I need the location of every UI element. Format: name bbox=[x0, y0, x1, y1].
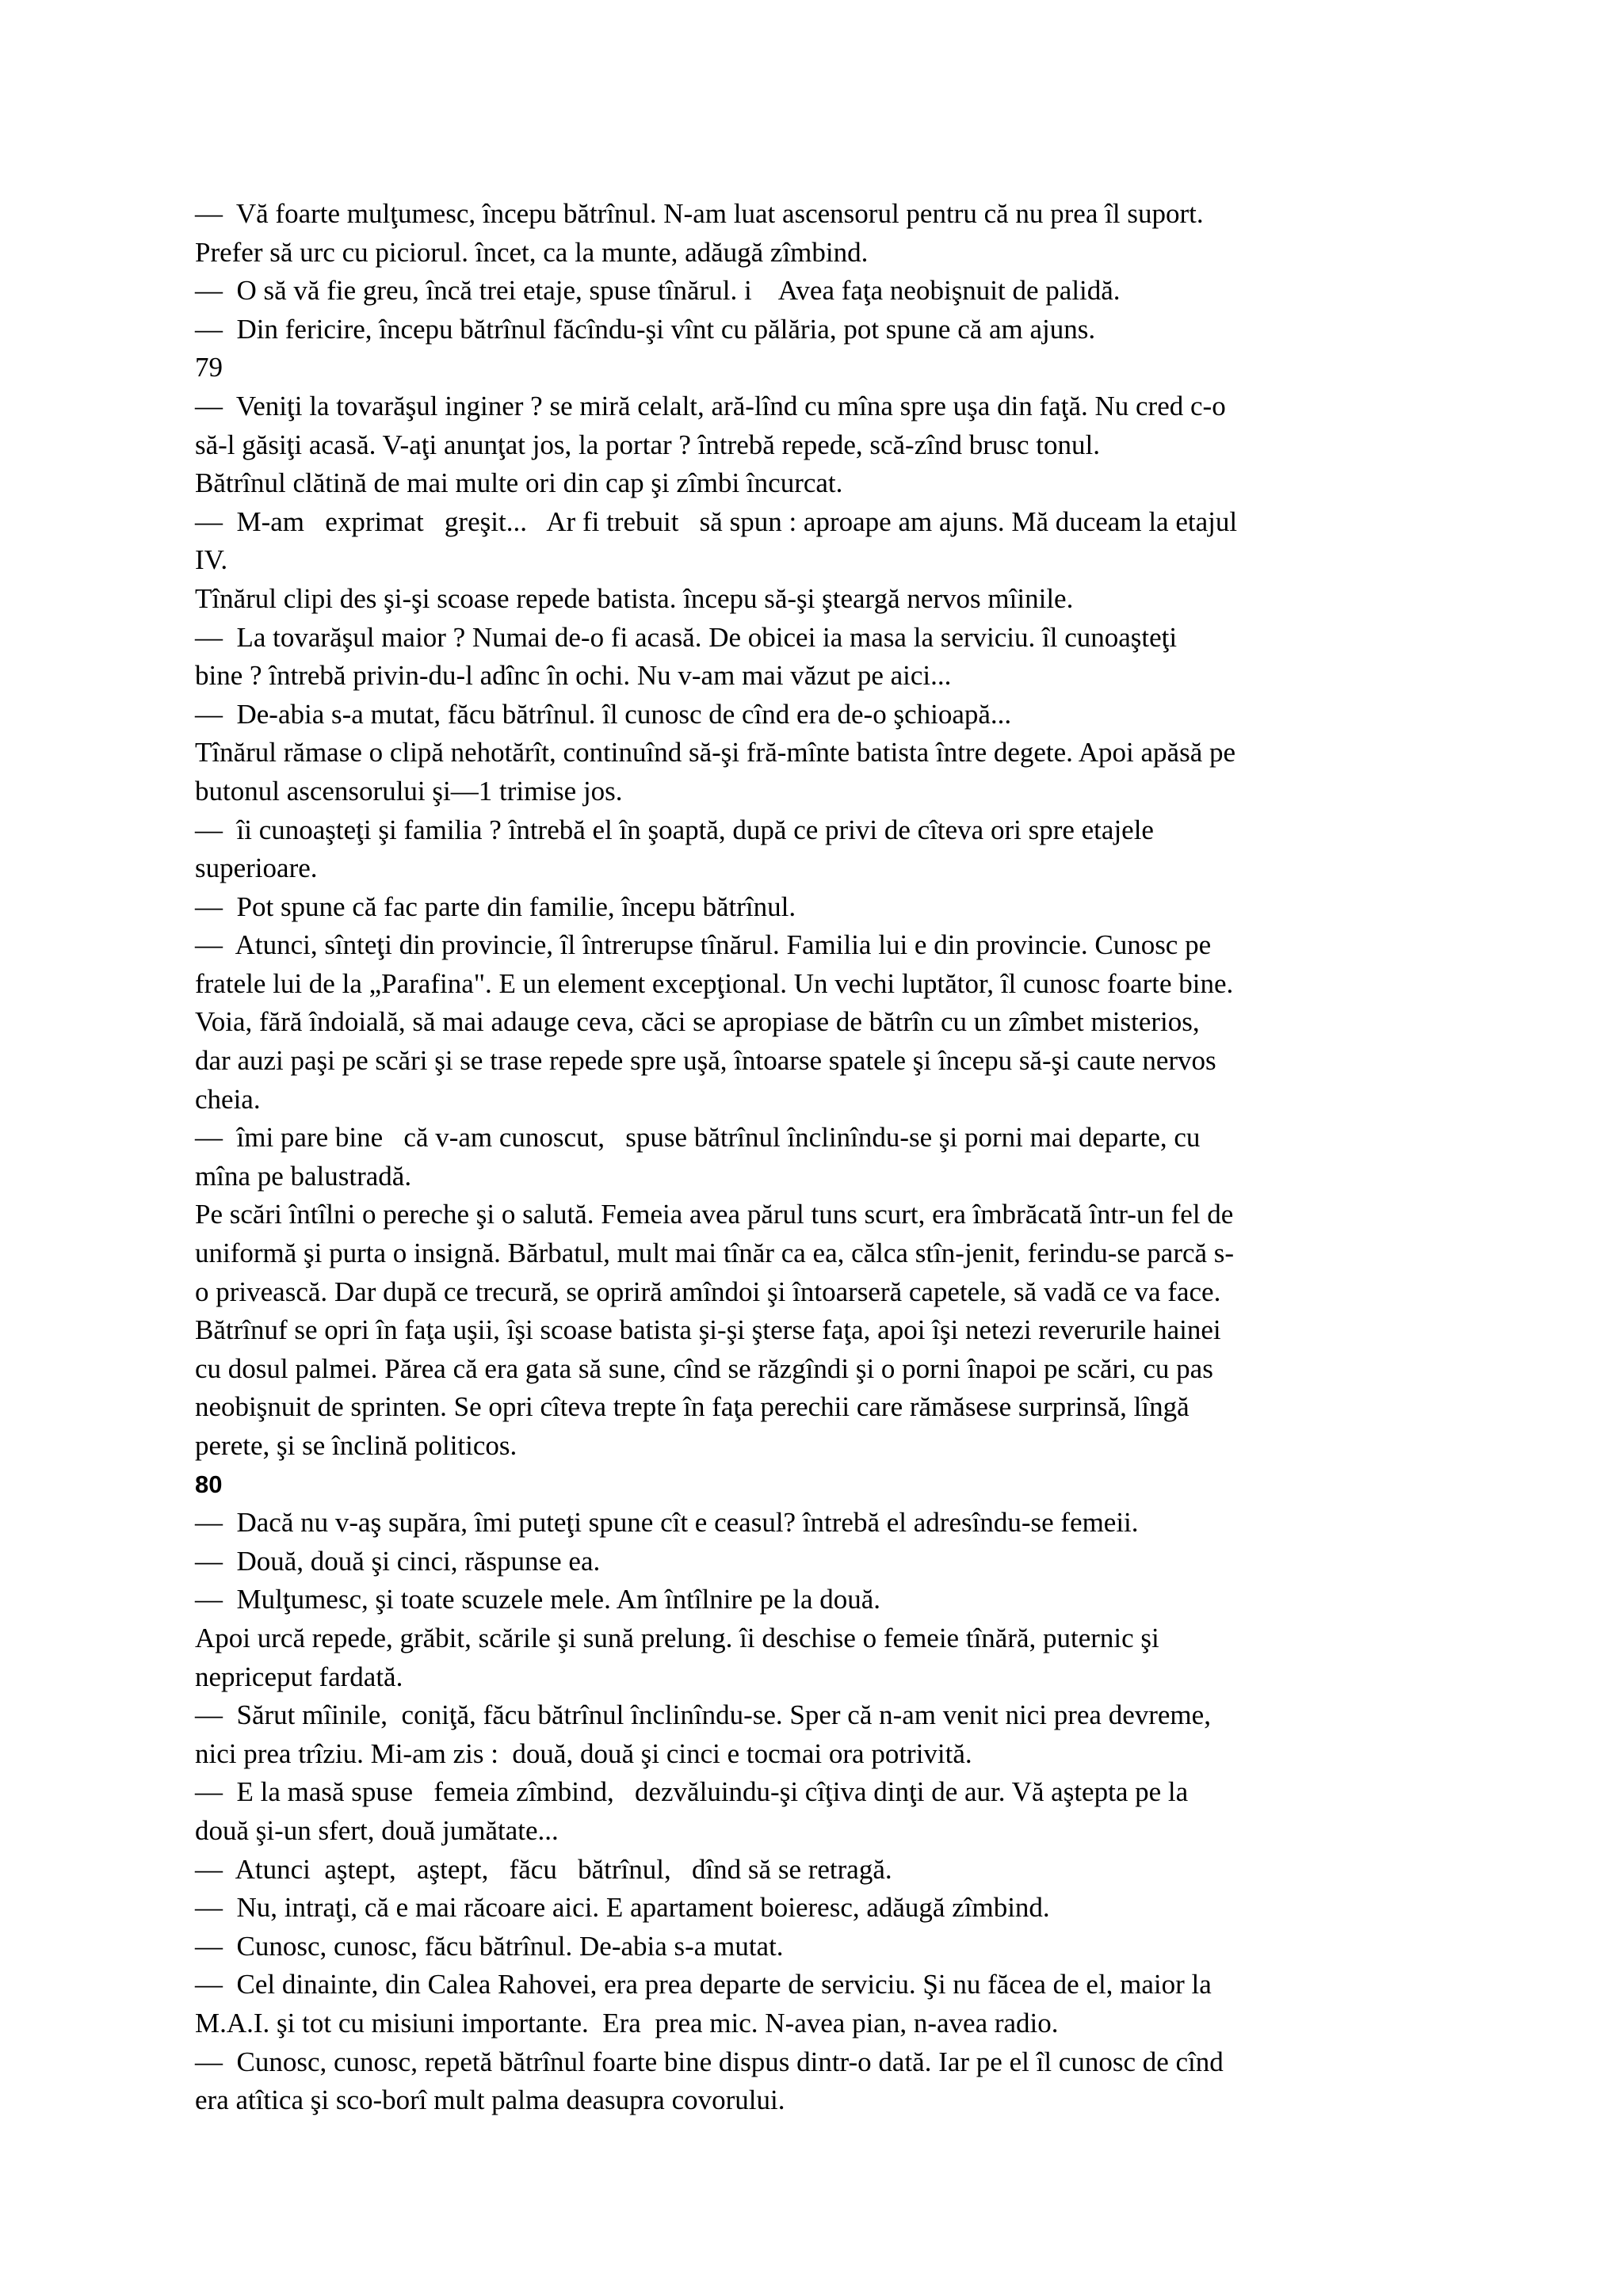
text-line: M.A.I. şi tot cu misiuni importante. Era prea mic. N-avea pian, n-avea radio. bbox=[195, 2007, 1059, 2039]
text-line: — Dacă nu v-aş supăra, îmi puteţi spune cît e ceasul? întrebă el adresîndu-se femeii. bbox=[195, 1507, 1139, 1539]
text-line: Voia, fără îndoială, să mai adauge ceva, căci se apropiase de bătrîn cu un zîmbet misterios, bbox=[195, 1006, 1200, 1038]
text-line: — Două, două şi cinci, răspunse ea. bbox=[195, 1545, 601, 1577]
text-line: Bătrînuf se opri în faţa uşii, îşi scoase batista şi-şi şterse faţa, apoi îşi netezi reverurile hainei bbox=[195, 1314, 1221, 1346]
text-line: două şi-un sfert, două jumătate... bbox=[195, 1814, 559, 1846]
text-line: Tînărul rămase o clipă nehotărît, continuînd să-şi fră-mînte batista între degete. Apoi apăsă pe bbox=[195, 737, 1236, 769]
text-line: — Vă foarte mulţumesc, începu bătrînul. N-am luat ascensorul pentru că nu prea îl suport. bbox=[195, 198, 1204, 229]
text-line: neobişnuit de sprinten. Se opri cîteva trepte în faţa perechii care rămăsese surprinsă, lîngă bbox=[195, 1391, 1190, 1423]
text-line: era atîtica şi sco-borî mult palma deasupra covorului. bbox=[195, 2084, 785, 2116]
text-line: — îmi pare bine că v-am cunoscut, spuse bătrînul înclinîndu-se şi porni mai departe, cu bbox=[195, 1122, 1201, 1154]
page-number: 80 bbox=[195, 1470, 223, 1498]
text-line: IV. bbox=[195, 544, 228, 576]
text-line: — La tovarăşul maior ? Numai de-o fi acasă. De obicei ia masa la serviciu. îl cunoaşteţi bbox=[195, 621, 1178, 653]
text-line: cu dosul palmei. Părea că era gata să sune, cînd se răzgîndi şi o porni înapoi pe scări, cu pas bbox=[195, 1352, 1213, 1384]
text-line: Apoi urcă repede, grăbit, scările şi sună prelung. îi deschise o femeie tînără, puternic şi bbox=[195, 1622, 1159, 1653]
text-line: butonul ascensorului şi—1 trimise jos. bbox=[195, 775, 623, 807]
text-line: — Pot spune că fac parte din familie, începu bătrînul. bbox=[195, 891, 796, 922]
text-line: — Cel dinainte, din Calea Rahovei, era prea departe de serviciu. Şi nu făcea de el, maior la bbox=[195, 1969, 1212, 2000]
text-line: dar auzi paşi pe scări şi se trase repede spre uşă, întoarse spatele şi începu să-şi caute nervos bbox=[195, 1045, 1216, 1077]
text-line: perete, şi se înclină politicos. bbox=[195, 1430, 517, 1461]
text-line: bine ? întrebă privin-du-l adînc în ochi. Nu v-am mai văzut pe aici... bbox=[195, 660, 952, 692]
text-line: uniformă şi purta o insignă. Bărbatul, mult mai tînăr ca ea, călca stîn-jenit, ferindu-se parcă s- bbox=[195, 1238, 1235, 1269]
text-line: nici prea trîziu. Mi-am zis : două, două şi cinci e tocmai ora potrivită. bbox=[195, 1737, 972, 1769]
text-line: Prefer să urc cu piciorul. încet, ca la munte, adăugă zîmbind. bbox=[195, 236, 869, 268]
text-line: — E la masă spuse femeia zîmbind, dezvăluindu-şi cîţiva dinţi de aur. Vă aştepta pe la bbox=[195, 1776, 1189, 1808]
text-line: fratele lui de la „Parafina". E un element excepţional. Un vechi luptător, îl cunosc foarte bine. bbox=[195, 967, 1234, 999]
text-line: — Veniţi la tovarăşul inginer ? se miră celalt, ară-lînd cu mîna spre uşa din faţă. Nu cred c-o bbox=[195, 390, 1226, 421]
text-line: — Cunosc, cunosc, făcu bătrînul. De-abia s-a mutat. bbox=[195, 1930, 784, 1962]
text-line: — Cunosc, cunosc, repetă bătrînul foarte bine dispus dintr-o dată. Iar pe el îl cunosc de cînd bbox=[195, 2046, 1224, 2077]
text-line: — Nu, intraţi, că e mai răcoare aici. E apartament boieresc, adăugă zîmbind. bbox=[195, 1892, 1050, 1924]
text-line: nepriceput fardată. bbox=[195, 1661, 403, 1692]
text-line: — M-am exprimat greşit... Ar fi trebuit să spun : aproape am ajuns. Mă duceam la etajul bbox=[195, 505, 1238, 537]
text-line: Pe scări întîlni o pereche şi o salută. Femeia avea părul tuns scurt, era îmbrăcată într-un fel de bbox=[195, 1199, 1234, 1230]
text-line: Bătrînul clătină de mai multe ori din cap şi zîmbi încurcat. bbox=[195, 467, 843, 499]
text-line: superioare. bbox=[195, 852, 318, 884]
text-line: — îi cunoaşteţi şi familia ? întrebă el în şoaptă, după ce privi de cîteva ori spre etajele bbox=[195, 814, 1154, 845]
text-line: — Sărut mîinile, coniţă, făcu bătrînul înclinîndu-se. Sper că n-am venit nici prea devreme, bbox=[195, 1699, 1211, 1731]
text-line: — Mulţumesc, şi toate scuzele mele. Am întîlnire pe la două. bbox=[195, 1584, 881, 1615]
text-line: cheia. bbox=[195, 1083, 261, 1115]
text-line: Tînărul clipi des şi-şi scoase repede batista. începu să-şi şteargă nervos mîinile. bbox=[195, 582, 1074, 614]
text-line: să-l găsiţi acasă. V-aţi anunţat jos, la portar ? întrebă repede, scă-zînd brusc tonul. bbox=[195, 429, 1100, 460]
text-line: — Atunci aştept, aştept, făcu bătrînul, dînd să se retragă. bbox=[195, 1853, 892, 1885]
text-line: — Atunci, sînteţi din provincie, îl întrerupse tînărul. Familia lui e din provincie. Cunosc pe bbox=[195, 929, 1212, 961]
text-line: o privească. Dar după ce trecură, se opriră amîndoi şi întoarseră capetele, să vadă ce va face. bbox=[195, 1276, 1221, 1307]
page-number: 79 bbox=[195, 352, 223, 383]
document-page bbox=[195, 195, 1463, 2120]
text-line: — De-abia s-a mutat, făcu bătrînul. îl cunosc de cînd era de-o şchioapă... bbox=[195, 698, 1012, 730]
text-line: — Din fericire, începu bătrînul făcîndu-şi vînt cu pălăria, pot spune că am ajuns. bbox=[195, 313, 1096, 345]
text-line: — O să vă fie greu, încă trei etaje, spuse tînărul. i Avea faţa neobişnuit de palidă. bbox=[195, 275, 1121, 307]
text-line: mîna pe balustradă. bbox=[195, 1160, 412, 1192]
